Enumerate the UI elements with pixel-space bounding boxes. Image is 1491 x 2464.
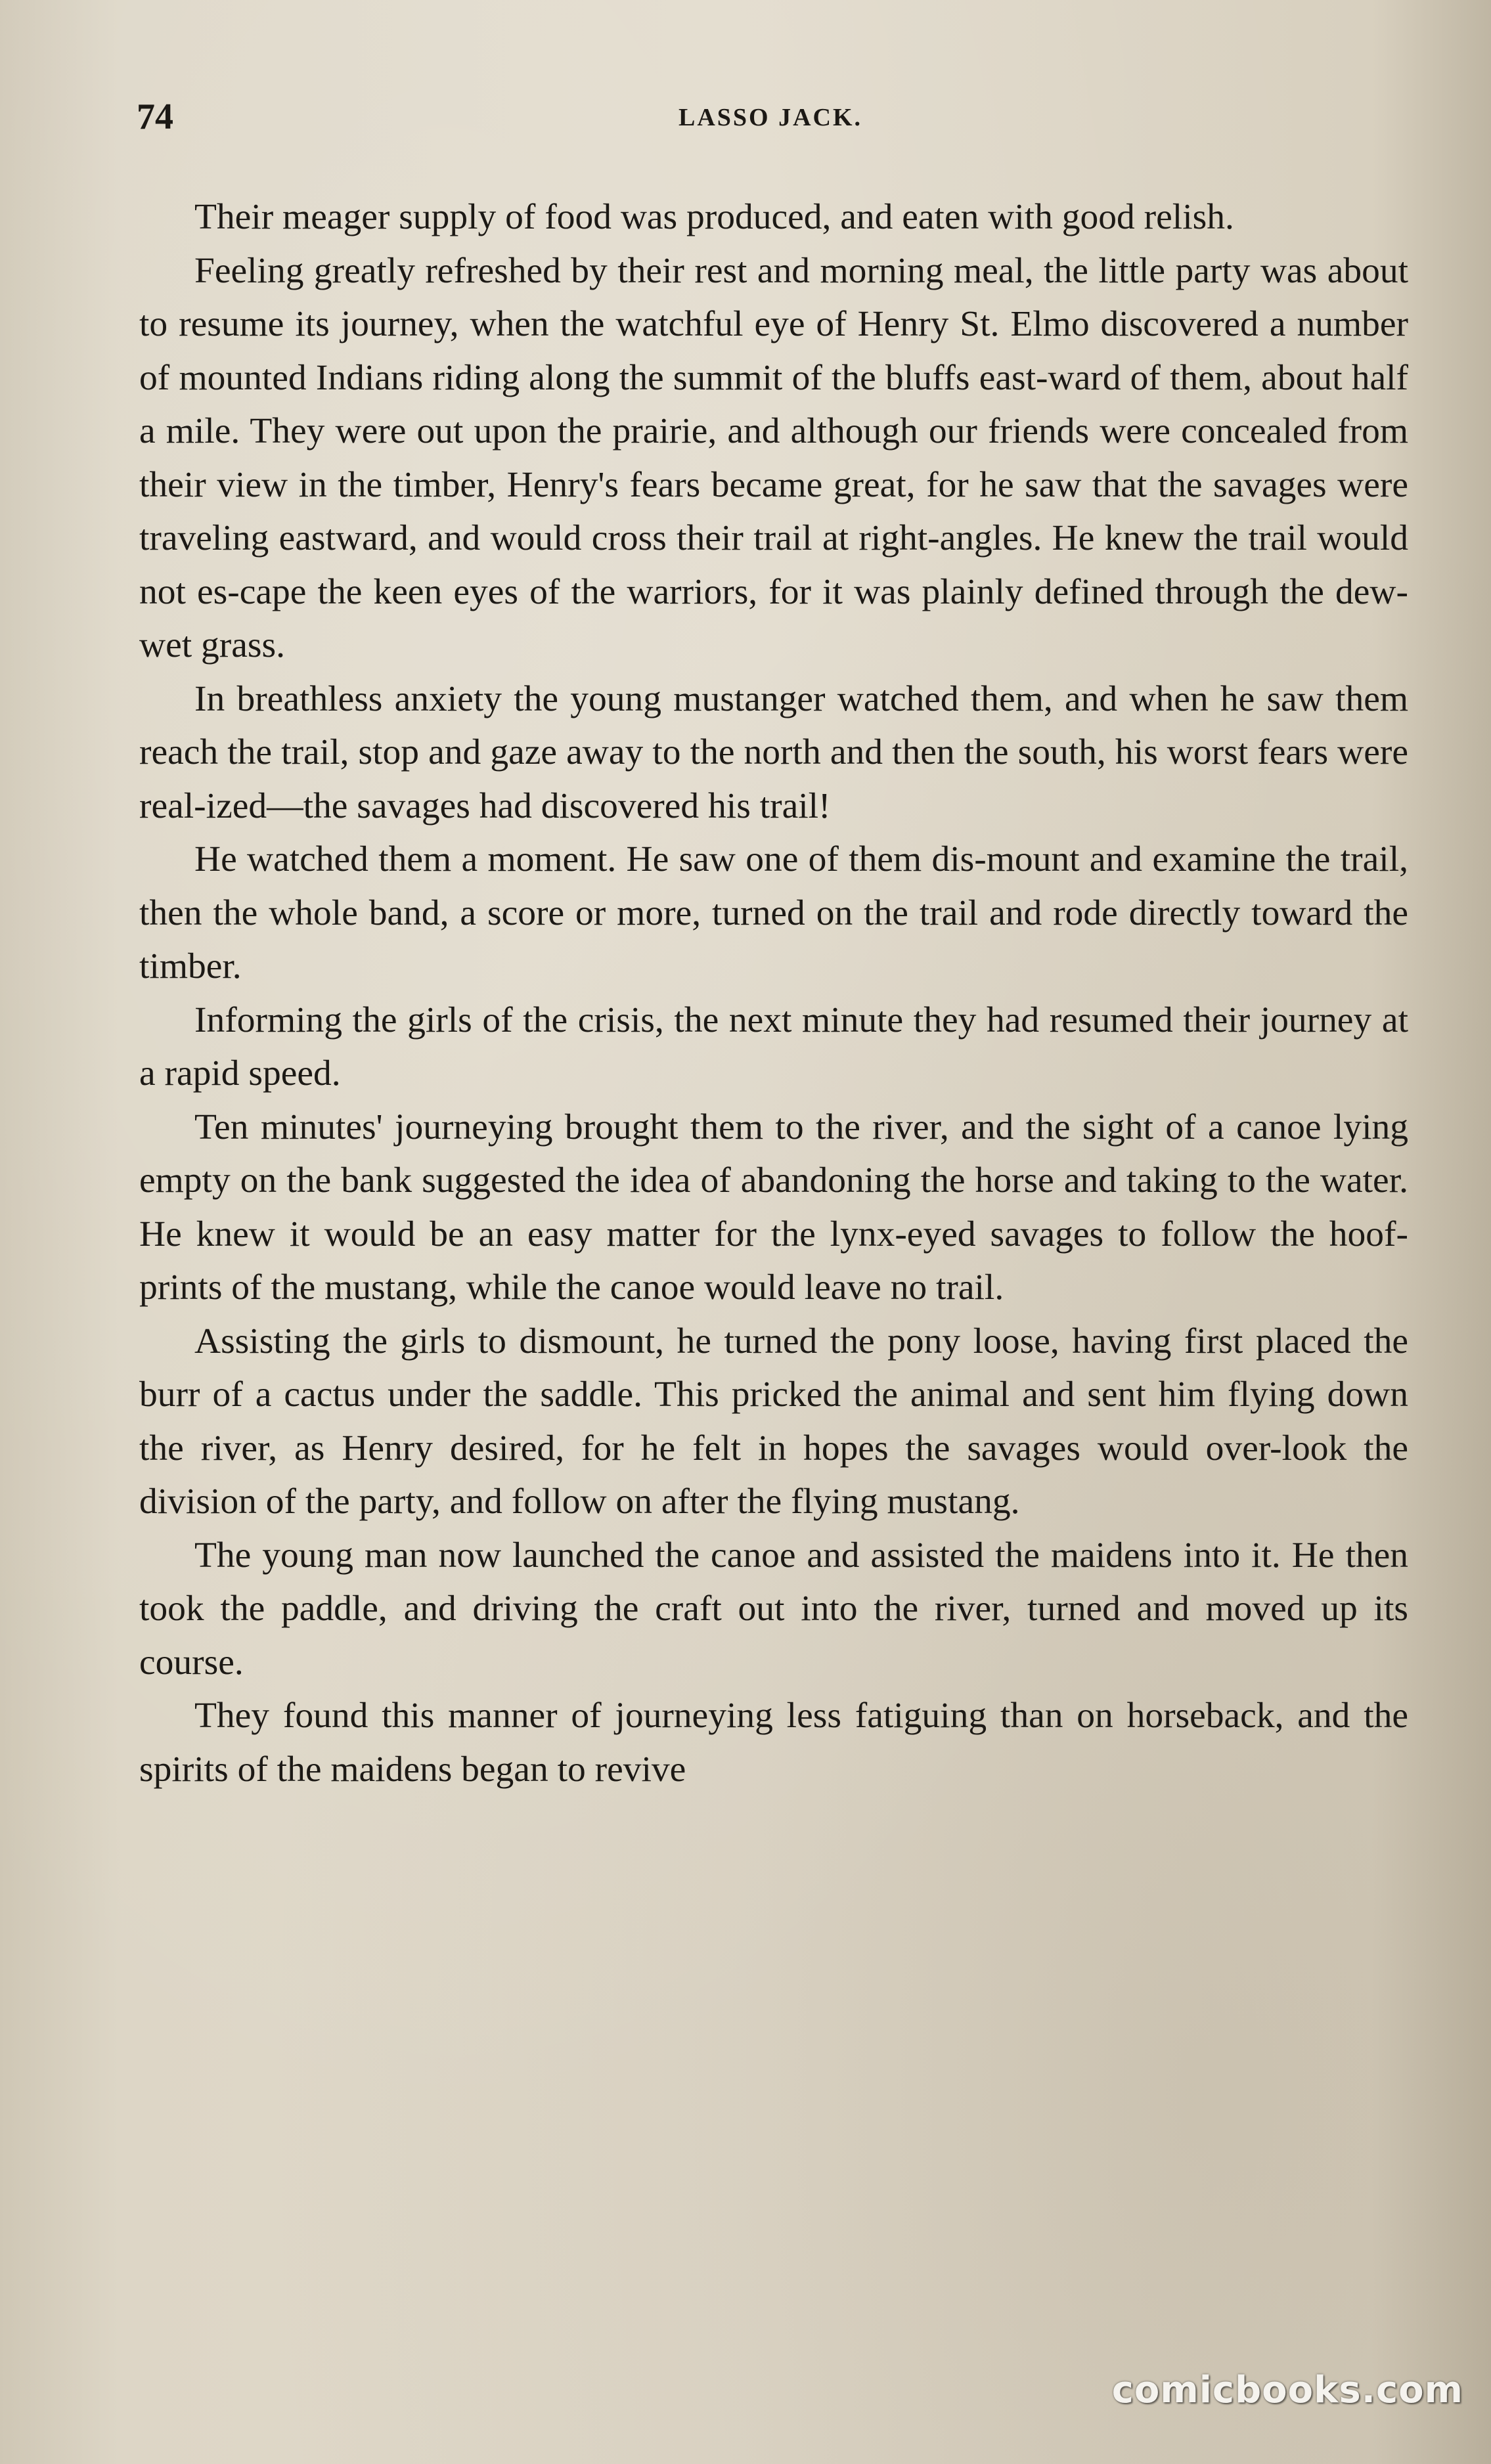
body-text	[139, 190, 1408, 1796]
paragraph: Ten minutes' journeying brought them to the river, and the sight of a canoe lying empty on the bank suggested the idea of abandoning the horse and taking to the water. He knew it would be an easy matter for the lynx-eyed savages to follow the hoof-prints of the mustang, while the canoe would leave no trail.	[139, 1107, 1408, 1308]
page-number: 74	[137, 97, 173, 137]
paragraph: Assisting the girls to dismount, he turned the pony loose, having first placed the burr of a cactus under the saddle. This pricked the animal and sent him flying down the river, as Henry desired, for he felt in hopes the savages would over-look the division of the party, and follow on after the flying mustang.	[139, 1321, 1408, 1522]
paragraph: Their meager supply of food was produced, and eaten with good relish.	[194, 197, 1234, 237]
paragraph: Informing the girls of the crisis, the next minute they had resumed their journey at a rapid speed.	[139, 1000, 1408, 1093]
paragraph: Feeling greatly refreshed by their rest and morning meal, the little party was about to resume its journey, when the watchful eye of Henry St. Elmo discovered a number of mounted Indians riding along the summit of the bluffs east-ward of them, about half a mile. They were out upon the prairie, and although our friends were concealed from their view in the timber, Henry's fears became great, for he saw that the savages were traveling eastward, and would cross their trail at right-angles. He knew the trail would not es-cape the keen eyes of the warriors, for it was plainly defined through the dew-wet grass.	[139, 250, 1408, 665]
paragraph: The young man now launched the canoe and assisted the maidens into it. He then took the paddle, and driving the craft out into the river, turned and moved up its course.	[139, 1535, 1408, 1683]
paragraph: In breathless anxiety the young mustanger watched them, and when he saw them reach the trail, stop and gaze away to the north and then the south, his worst fears were real-ized—the savages had discovered his trail!	[139, 678, 1408, 826]
running-title: LASSO JACK.	[678, 104, 863, 131]
watermark-text: comicbooks.com	[1111, 2369, 1463, 2411]
page-header	[137, 97, 1404, 137]
paragraph: They found this manner of journeying less fatiguing than on horseback, and the spirits of the maidens began to revive	[139, 1696, 1408, 1790]
paragraph: He watched them a moment. He saw one of them dis-mount and examine the trail, then the whole band, a score or more, turned on the trail and rode directly toward the timber.	[139, 839, 1408, 986]
